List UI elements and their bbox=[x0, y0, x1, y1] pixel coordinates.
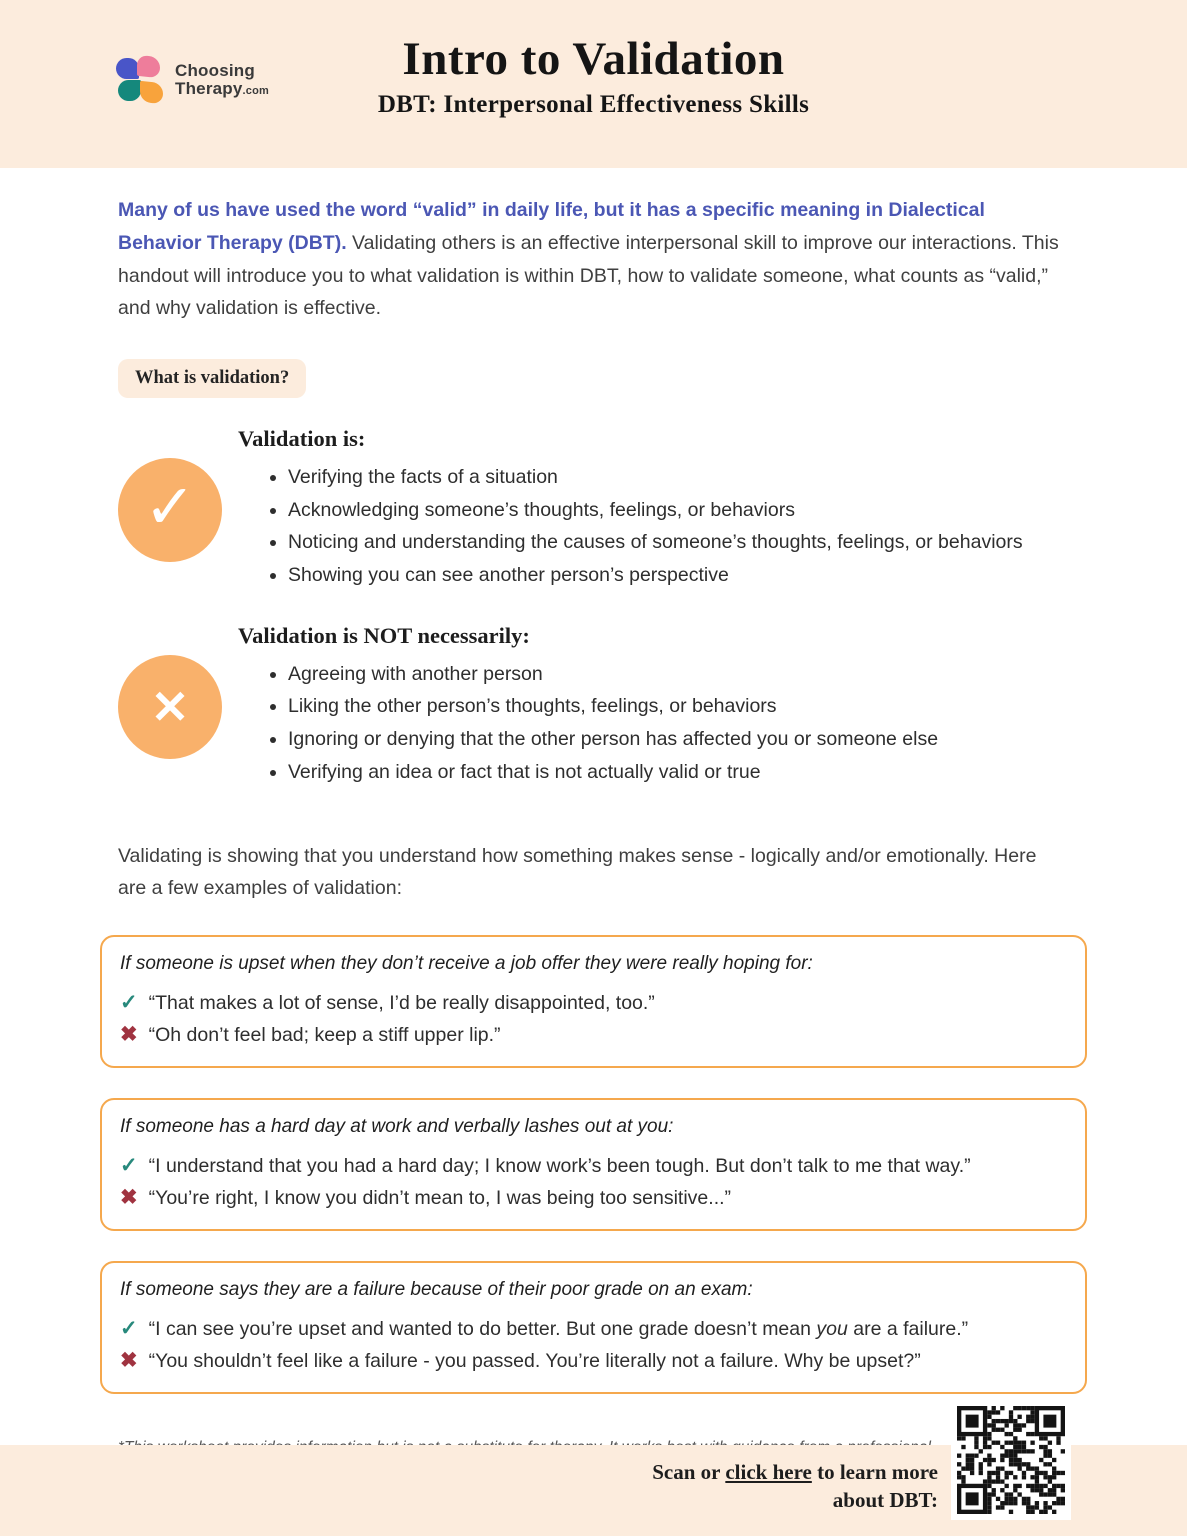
check-icon: ✓ bbox=[120, 991, 138, 1014]
list-item: • Acknowledging someone’s thoughts, feelings, or behaviors bbox=[288, 497, 1069, 525]
list-item: • Showing you can see another person’s perspective bbox=[288, 562, 1069, 590]
invalid-response-text: “Oh don’t feel bad; keep a stiff upper lip.” bbox=[148, 1024, 501, 1047]
example-scenario: If someone has a hard day at work and verbally lashes out at you: bbox=[120, 1115, 674, 1137]
page-title: Intro to Validation bbox=[402, 33, 785, 85]
validation-not-list bbox=[238, 661, 1069, 787]
click-here-link[interactable]: click here bbox=[725, 1460, 812, 1484]
example-scenario: If someone says they are a failure because of their poor grade on an exam: bbox=[120, 1278, 753, 1300]
check-glyph: ✓ bbox=[144, 473, 196, 542]
scan-caption-before: Scan or bbox=[652, 1460, 726, 1484]
page-subtitle: DBT: Interpersonal Effectiveness Skills bbox=[377, 91, 810, 118]
valid-response-text: “That makes a lot of sense, I’d be really disappointed, too.” bbox=[148, 992, 655, 1014]
validation-not-icon-col bbox=[118, 623, 238, 792]
valid-response-line bbox=[120, 1314, 1063, 1344]
header-band bbox=[0, 0, 1187, 168]
example-box-exam-grade bbox=[100, 1261, 1087, 1394]
check-icon: ✓ bbox=[120, 1153, 138, 1177]
content-area bbox=[0, 194, 1187, 1394]
scan-caption-after: to learn more bbox=[811, 1460, 938, 1484]
validation-is-section bbox=[118, 426, 1069, 595]
validation-not-heading: Validation is NOT necessarily: bbox=[238, 622, 530, 648]
validation-is-list bbox=[238, 464, 1069, 590]
x-mark-icon: ✖ bbox=[120, 1186, 138, 1210]
invalid-response-line bbox=[120, 1020, 1063, 1050]
logo-line1: Choosing bbox=[175, 60, 255, 80]
logo-suffix: .com bbox=[242, 85, 270, 97]
list-item: • Verifying the facts of a situation bbox=[288, 464, 1069, 492]
check-icon: ✓ bbox=[120, 1316, 138, 1340]
list-item: • Ignoring or denying that the other person has affected you or someone else bbox=[288, 726, 1069, 754]
list-item: • Noticing and understanding the causes of someone’s thoughts, feelings, or behaviors bbox=[288, 529, 1069, 557]
check-circle-icon bbox=[118, 458, 222, 562]
intro-paragraph bbox=[118, 194, 1069, 325]
x-mark-icon: ✖ bbox=[120, 1023, 138, 1047]
x-glyph: ✕ bbox=[150, 680, 190, 733]
validation-not-body bbox=[238, 623, 1069, 792]
validation-is-body bbox=[238, 426, 1069, 595]
scan-caption-line2: about DBT: bbox=[832, 1488, 938, 1513]
x-circle-icon bbox=[118, 655, 222, 759]
logo-petal-teal bbox=[118, 80, 141, 101]
validation-is-heading: Validation is: bbox=[238, 426, 366, 451]
list-item: • Agreeing with another person bbox=[288, 661, 1069, 689]
logo-flower-icon bbox=[116, 56, 164, 104]
qr-code bbox=[951, 1400, 1071, 1520]
validation-is-icon-col bbox=[118, 426, 238, 595]
invalid-response-line bbox=[120, 1346, 1063, 1376]
what-is-validation-badge: What is validation? bbox=[118, 359, 306, 398]
validation-not-section bbox=[118, 623, 1069, 792]
example-scenario: If someone is upset when they don’t receive a job offer they were really hoping for: bbox=[120, 953, 813, 974]
valid-response-text: “I can see you’re upset and wanted to do better. But one grade doesn’t mean you are a failure.” bbox=[148, 1317, 969, 1340]
examples-intro-paragraph: Validating is showing that you understand how something makes sense - logically and/or emotionally. Here are a few examples of validation: bbox=[118, 844, 1037, 900]
example-box-hard-day bbox=[100, 1098, 1087, 1231]
valid-response-text: “I understand that you had a hard day; I know work’s been tough. But don’t talk to me that way.” bbox=[148, 1154, 971, 1177]
logo-petal-orange bbox=[140, 81, 163, 104]
logo-wordmark bbox=[175, 62, 269, 99]
invalid-response-text: “You’re right, I know you didn’t mean to, I was being too sensitive...” bbox=[148, 1187, 732, 1210]
logo-petal-pink bbox=[137, 55, 160, 78]
choosing-therapy-logo bbox=[116, 56, 269, 104]
example-box-job-offer bbox=[100, 935, 1087, 1068]
logo-line2: Therapy bbox=[175, 79, 243, 98]
valid-response-line bbox=[120, 1151, 1063, 1181]
list-item: • Liking the other person’s thoughts, feelings, or behaviors bbox=[288, 693, 1069, 721]
scan-caption bbox=[652, 1458, 938, 1515]
invalid-response-text: “You shouldn’t feel like a failure - you passed. You’re literally not a failure. Why be upset?” bbox=[148, 1350, 921, 1373]
valid-response-line bbox=[120, 988, 1063, 1018]
x-mark-icon: ✖ bbox=[120, 1349, 138, 1373]
intro-highlight: Many of us have used the word “valid” in daily life, but it has a specific meaning in Dialectical Behavior Therapy (DBT). bbox=[118, 199, 985, 254]
invalid-response-line bbox=[120, 1183, 1063, 1213]
intro-rest: Validating others is an effective interpersonal skill to improve our interactions. This handout will introduce you to what validation is within DBT, how to validate someone, what counts as “valid,” and why validation is effective. bbox=[118, 231, 1059, 320]
logo-petal-blue bbox=[116, 58, 139, 79]
list-item: • Verifying an idea or fact that is not actually valid or true bbox=[288, 759, 1069, 787]
